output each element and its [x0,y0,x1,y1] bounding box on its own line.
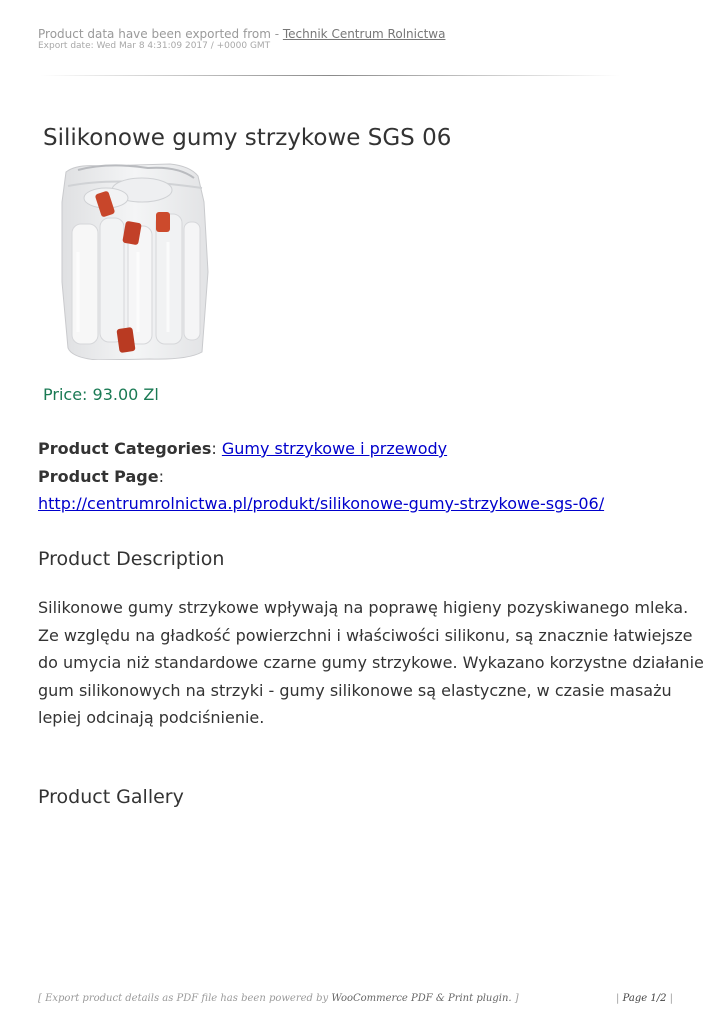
product-url-row [38,494,604,513]
page-number-prefix: | [616,993,623,1004]
description-text [38,594,704,732]
product-title: Silikonowe gumy strzykowe SGS 06 [43,125,452,151]
page-number-value: Page 1/2 [622,993,667,1004]
footer-suffix: ] [511,993,519,1004]
footer-prefix: [ Export product details as PDF file has been powered by [38,993,332,1004]
description-line: lepiej odcinają podciśnienie. [38,708,265,727]
product-page-label: Product Page [38,467,159,486]
description-line: Ze względu na gładkość powierzchni i właściwości silikonu, są znacznie łatwiejsze [38,625,693,645]
description-line: Silikonowe gumy strzykowe wpływają na poprawę higieny pozyskiwanego mleka. [38,598,689,617]
product-price: Price: 93.00 Zl [43,385,159,404]
product-page-link[interactable]: http://centrumrolnictwa.pl/produkt/silikonowe-gumy-strzykowe-sgs-06/ [38,494,605,513]
categories-label: Product Categories [38,439,212,458]
footer-powered-by [38,993,519,1004]
product-categories-row: Product Categories: Gumy strzykowe i przewody [38,439,448,458]
product-page-row: Product Page: [38,467,164,486]
page-number-suffix: | [666,993,673,1004]
category-link[interactable]: Gumy strzykowe i przewody [221,439,448,458]
gallery-heading: Product Gallery [38,786,184,808]
header-divider [40,75,620,76]
footer-plugin-name: WooCommerce PDF & Print plugin. [331,993,512,1004]
description-line: do umycia niż standardowe czarne gumy strzykowe. Wykazano korzystne działanie [38,653,704,672]
description-heading: Product Description [38,548,225,570]
page-number [616,993,673,1004]
site-link[interactable]: Technik Centrum Rolnictwa [282,27,446,41]
export-prefix: Product data have been exported from - [38,27,283,41]
export-date: Export date: Wed Mar 8 4:31:09 2017 / +0000 GMT [38,41,271,51]
description-line: gum silikonowych na strzyki - gumy silikonowe są elastyczne, w czasie masażu [38,680,672,700]
product-image [38,162,236,360]
export-source-line [38,27,445,41]
